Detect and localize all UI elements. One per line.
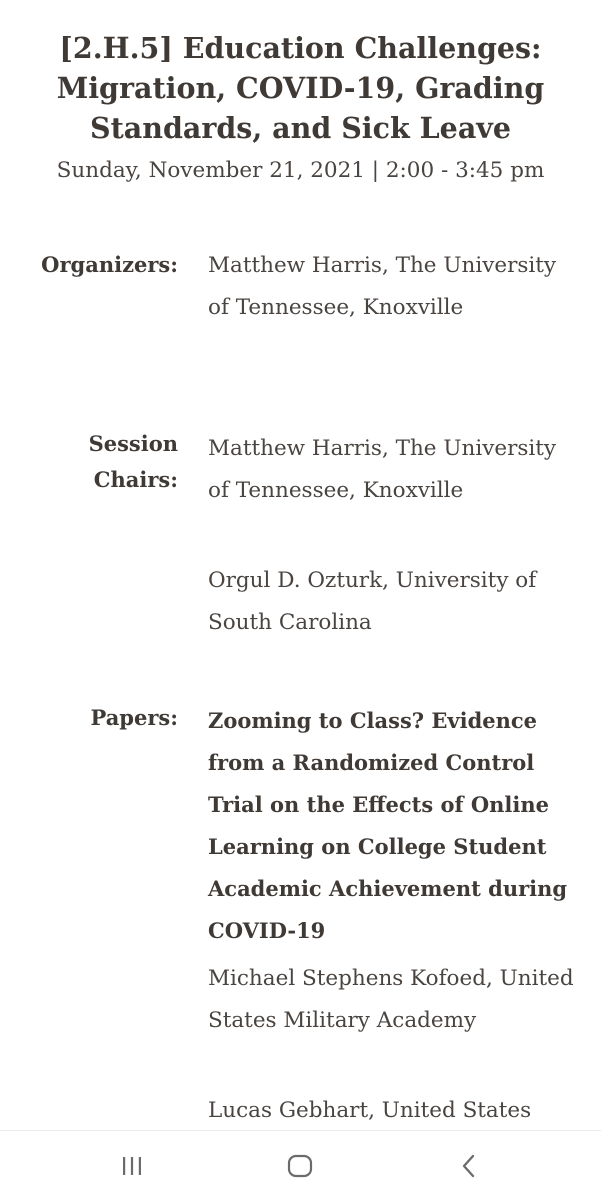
- paper-author: Michael Stephens Kofoed, United States Military Academy: [208, 966, 574, 1033]
- papers-label: Papers:: [90, 705, 178, 730]
- session-title: [20, 28, 581, 148]
- back-button[interactable]: [444, 1149, 494, 1183]
- recent-apps-button[interactable]: [107, 1149, 157, 1183]
- paper-title-link[interactable]: Zooming to Class? Evidence from a Randomized Control Trial on the Effects of Online Learning on College Student Academic Achievement during COVID-19: [208, 708, 568, 943]
- session-datetime: Sunday, November 21, 2021 | 2:00 - 3:45 pm: [56, 158, 545, 183]
- chair-entry: Orgul D. Ozturk, University of South Carolina: [208, 568, 537, 635]
- session-chairs-label: Session Chairs:: [88, 431, 178, 492]
- organizers-label: Organizers:: [41, 252, 178, 277]
- paper-author: Lucas Gebhart, United States: [208, 1098, 532, 1123]
- session-title-text: [2.H.5] Education Challenges: Migration, COVID-19, Grading Standards, and Sick Leave: [56, 31, 545, 145]
- recent-apps-icon: [121, 1156, 143, 1176]
- system-navigation-bar: [0, 1130, 601, 1200]
- back-icon: [461, 1154, 477, 1178]
- home-button[interactable]: [275, 1149, 325, 1183]
- home-icon: [287, 1154, 313, 1178]
- organizer-entry: Matthew Harris, The University of Tennessee, Knoxville: [208, 253, 557, 320]
- chair-entry: Matthew Harris, The University of Tennessee, Knoxville: [208, 436, 557, 503]
